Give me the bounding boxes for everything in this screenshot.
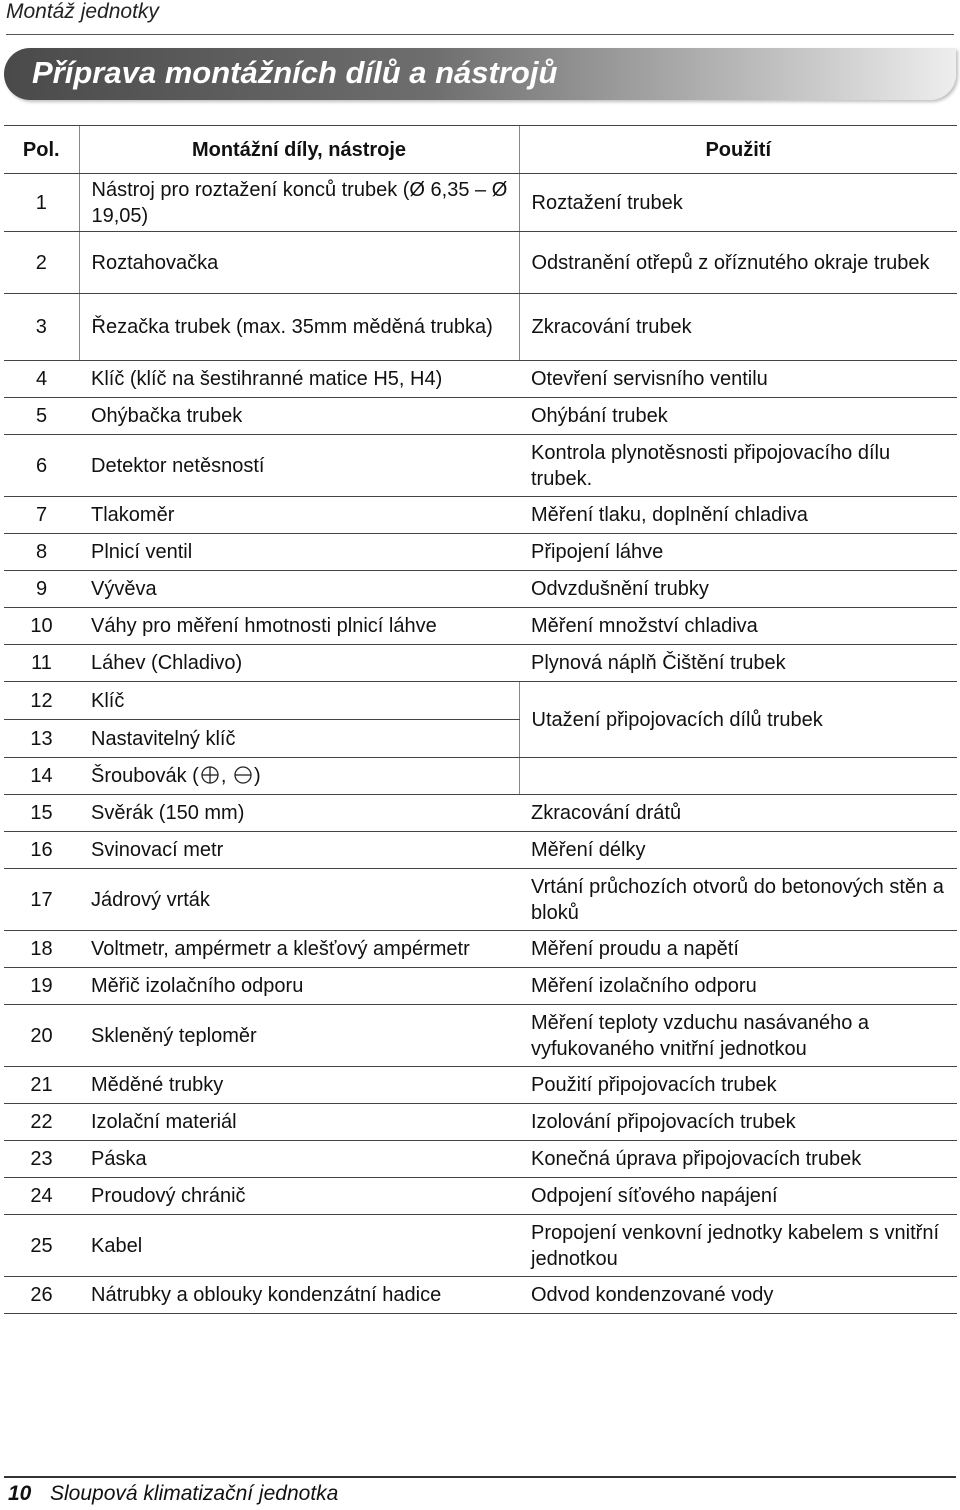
row-number: 6 — [4, 435, 79, 497]
row-part: Vývěva — [79, 571, 519, 608]
row-number: 14 — [4, 758, 79, 795]
row-number: 1 — [4, 174, 79, 232]
row-number: 8 — [4, 534, 79, 571]
row-number: 20 — [4, 1005, 79, 1067]
row-number: 2 — [4, 232, 79, 294]
row-part: Měřič izolačního odporu — [79, 968, 519, 1005]
row-part: Skleněný teploměr — [79, 1005, 519, 1067]
row-number: 24 — [4, 1178, 79, 1215]
table-row — [4, 435, 957, 497]
row-part: Proudový chránič — [79, 1178, 519, 1215]
row-use: Odstranění otřepů z oříznutého okraje trubek — [519, 232, 957, 294]
row-part: Tlakoměr — [79, 497, 519, 534]
row-use: Otevření servisního ventilu — [519, 361, 957, 398]
row-number: 15 — [4, 795, 79, 832]
row-number: 4 — [4, 361, 79, 398]
column-header-use: Použití — [519, 126, 957, 174]
row-use: Odvod kondenzované vody — [519, 1277, 957, 1314]
row-part: Izolační materiál — [79, 1104, 519, 1141]
row-use: Konečná úprava připojovacích trubek — [519, 1141, 957, 1178]
row-number: 23 — [4, 1141, 79, 1178]
flat-screwdriver-icon — [232, 764, 254, 786]
row-part-suffix: ) — [253, 765, 261, 787]
row-number: 26 — [4, 1277, 79, 1314]
row-number: 7 — [4, 497, 79, 534]
table-row — [4, 398, 957, 435]
row-part-prefix: Šroubovák ( — [91, 765, 199, 787]
table-row — [4, 1215, 957, 1277]
row-use: Roztažení trubek — [519, 174, 957, 232]
row-part: Voltmetr, ampérmetr a klešťový ampérmetr — [79, 931, 519, 968]
table-header-row — [4, 126, 957, 174]
row-part: Plnicí ventil — [79, 534, 519, 571]
row-part: Páska — [79, 1141, 519, 1178]
table-row — [4, 1067, 957, 1104]
row-use: Měření množství chladiva — [519, 608, 957, 645]
table-row — [4, 968, 957, 1005]
row-number: 11 — [4, 645, 79, 682]
row-number: 5 — [4, 398, 79, 435]
row-use: Ohýbání trubek — [519, 398, 957, 435]
table-row — [4, 758, 957, 795]
table-row — [4, 1104, 957, 1141]
row-use: Měření teploty vzduchu nasávaného a vyfukovaného vnitřní jednotkou — [519, 1005, 957, 1067]
row-part: Svinovací metr — [79, 832, 519, 869]
table-row — [4, 174, 957, 232]
row-use: Plynová náplň Čištění trubek — [519, 645, 957, 682]
table-row — [4, 682, 957, 720]
row-use: Připojení láhve — [519, 534, 957, 571]
row-number: 3 — [4, 294, 79, 361]
table-row — [4, 1141, 957, 1178]
section-label: Montáž jednotky — [6, 0, 159, 23]
row-part: Detektor netěsností — [79, 435, 519, 497]
table-row — [4, 361, 957, 398]
document-title: Sloupová klimatizační jednotka — [50, 1482, 339, 1505]
row-part: Klíč (klíč na šestihranné matice H5, H4) — [79, 361, 519, 398]
row-use: Odpojení síťového napájení — [519, 1178, 957, 1215]
row-part-separator: , — [220, 765, 232, 787]
table-row — [4, 832, 957, 869]
row-use: Vrtání průchozích otvorů do betonových stěn a bloků — [519, 869, 957, 931]
column-header-parts: Montážní díly, nástroje — [79, 126, 519, 174]
header-rule — [6, 34, 954, 35]
row-number: 22 — [4, 1104, 79, 1141]
table-row — [4, 645, 957, 682]
footer-rule — [4, 1476, 956, 1478]
table-row — [4, 795, 957, 832]
row-use: Měření izolačního odporu — [519, 968, 957, 1005]
row-part: Nastavitelný klíč — [79, 720, 519, 758]
row-number: 18 — [4, 931, 79, 968]
row-number: 16 — [4, 832, 79, 869]
row-part: Jádrový vrták — [79, 869, 519, 931]
row-number: 10 — [4, 608, 79, 645]
table-row — [4, 232, 957, 294]
row-use: Kontrola plynotěsnosti připojovacího dílu trubek. — [519, 435, 957, 497]
row-part: Kabel — [79, 1215, 519, 1277]
row-use: Použití připojovacích trubek — [519, 1067, 957, 1104]
row-part: Svěrák (150 mm) — [79, 795, 519, 832]
table-row — [4, 571, 957, 608]
row-number: 25 — [4, 1215, 79, 1277]
table-row — [4, 294, 957, 361]
row-number: 17 — [4, 869, 79, 931]
row-part: Váhy pro měření hmotnosti plnicí láhve — [79, 608, 519, 645]
table-row — [4, 1005, 957, 1067]
row-use: Zkracování trubek — [519, 294, 957, 361]
row-use — [519, 758, 957, 795]
row-part: Ohýbačka trubek — [79, 398, 519, 435]
table-row — [4, 931, 957, 968]
page-number: 10 — [8, 1482, 32, 1505]
parts-tools-table — [4, 125, 957, 1314]
row-part: Nátrubky a oblouky kondenzátní hadice — [79, 1277, 519, 1314]
table-row — [4, 869, 957, 931]
row-use: Měření proudu a napětí — [519, 931, 957, 968]
column-header-pol: Pol. — [4, 126, 79, 174]
title-bar — [4, 48, 956, 100]
table-row — [4, 1178, 957, 1215]
row-number: 21 — [4, 1067, 79, 1104]
page-title: Příprava montážních dílů a nástrojů — [32, 55, 558, 90]
row-part: Měděné trubky — [79, 1067, 519, 1104]
row-part: Láhev (Chladivo) — [79, 645, 519, 682]
phillips-screwdriver-icon — [199, 764, 221, 786]
row-use: Odvzdušnění trubky — [519, 571, 957, 608]
row-part: Řezačka trubek (max. 35mm měděná trubka) — [79, 294, 519, 361]
row-use: Utažení připojovacích dílů trubek — [519, 682, 957, 758]
row-number: 19 — [4, 968, 79, 1005]
row-part: Roztahovačka — [79, 232, 519, 294]
row-number: 12 — [4, 682, 79, 720]
table-row — [4, 1277, 957, 1314]
row-number: 13 — [4, 720, 79, 758]
row-use: Měření délky — [519, 832, 957, 869]
row-part: Klíč — [79, 682, 519, 720]
row-use: Měření tlaku, doplnění chladiva — [519, 497, 957, 534]
table-row — [4, 497, 957, 534]
table-row — [4, 534, 957, 571]
row-part — [79, 758, 519, 795]
row-part: Nástroj pro roztažení konců trubek (Ø 6,35 – Ø 19,05) — [79, 174, 519, 232]
row-use: Zkracování drátů — [519, 795, 957, 832]
table-row — [4, 608, 957, 645]
row-use: Izolování připojovacích trubek — [519, 1104, 957, 1141]
row-use: Propojení venkovní jednotky kabelem s vnitřní jednotkou — [519, 1215, 957, 1277]
row-number: 9 — [4, 571, 79, 608]
